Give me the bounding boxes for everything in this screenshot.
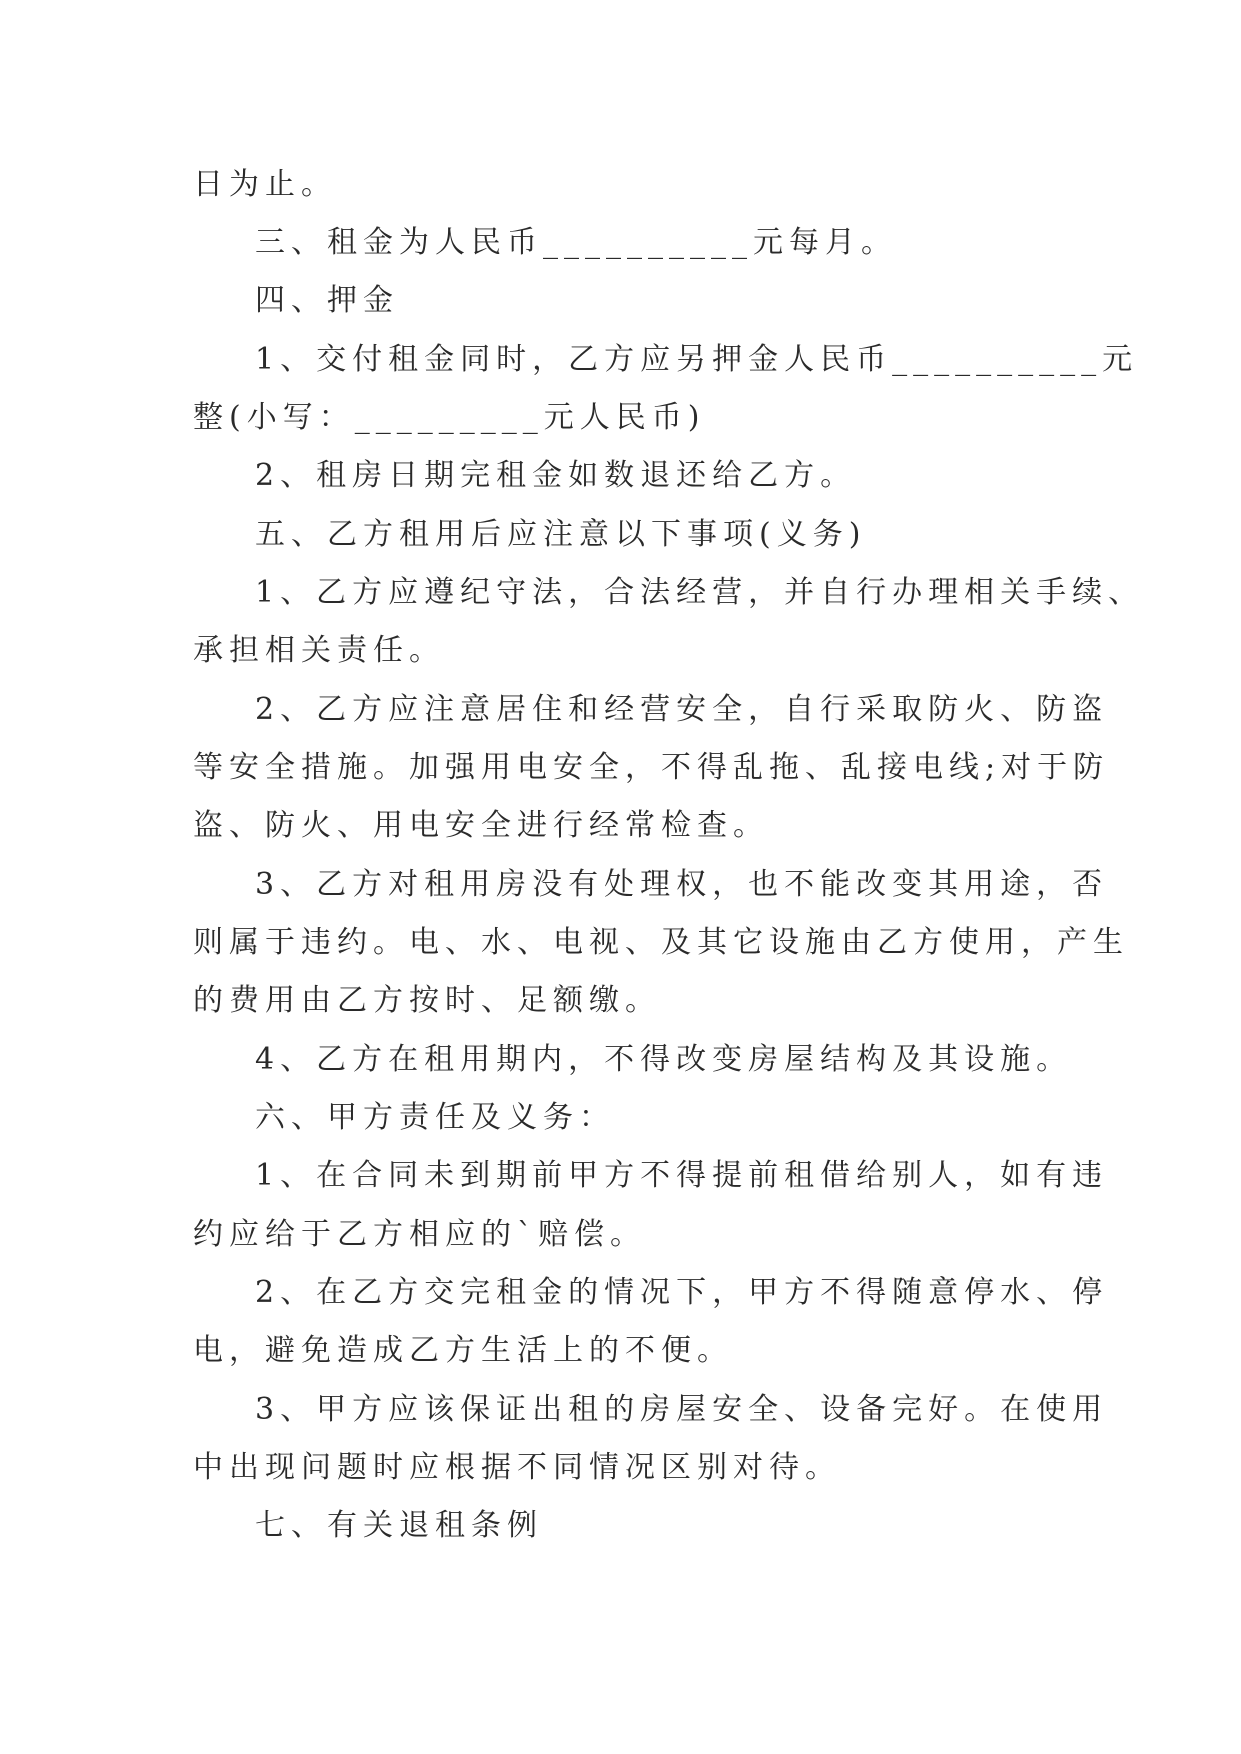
text-line: 约应给于乙方相应的`赔偿。 [193,1217,646,1252]
section-heading-termination: 七、有关退租条例 [255,1508,543,1543]
text-line: 2、乙方应注意居住和经营安全，自行采取防火、防盗 [255,692,1109,727]
text-line: 盗、防火、用电安全进行经常检查。 [193,808,769,843]
text-line: 4、乙方在租用期内，不得改变房屋结构及其设施。 [255,1042,1073,1077]
section-heading-rent: 三、租金为人民币__________元每月。 [255,225,897,260]
section-heading-landlord-obligations: 六、甲方责任及义务： [255,1100,615,1135]
text-line: 1、交付租金同时，乙方应另押金人民币__________元 [255,342,1139,377]
section-heading-tenant-obligations: 五、乙方租用后应注意以下事项(义务) [255,517,867,552]
text-line: 2、租房日期完租金如数退还给乙方。 [255,458,857,493]
text-line: 3、甲方应该保证出租的房屋安全、设备完好。在使用 [255,1392,1109,1427]
text-line: 电，避免造成乙方生活上的不便。 [193,1333,733,1368]
text-line: 则属于违约。电、水、电视、及其它设施由乙方使用，产生 [193,925,1129,960]
text-line: 承担相关责任。 [193,633,445,668]
text-line: 的费用由乙方按时、足额缴。 [193,983,661,1018]
text-line: 等安全措施。加强用电安全，不得乱拖、乱接电线;对于防 [193,750,1110,785]
text-line: 2、在乙方交完租金的情况下，甲方不得随意停水、停 [255,1275,1109,1310]
text-line: 3、乙方对租用房没有处理权，也不能改变其用途，否 [255,867,1109,902]
text-line: 1、乙方应遵纪守法，合法经营，并自行办理相关手续、 [255,575,1145,610]
text-line: 整(小写：_________元人民币) [193,400,706,435]
text-line: 中出现问题时应根据不同情况区别对待。 [193,1450,841,1485]
text-line: 日为止。 [193,167,337,202]
section-heading-deposit: 四、押金 [255,283,399,318]
text-line: 1、在合同未到期前甲方不得提前租借给别人，如有违 [255,1158,1109,1193]
